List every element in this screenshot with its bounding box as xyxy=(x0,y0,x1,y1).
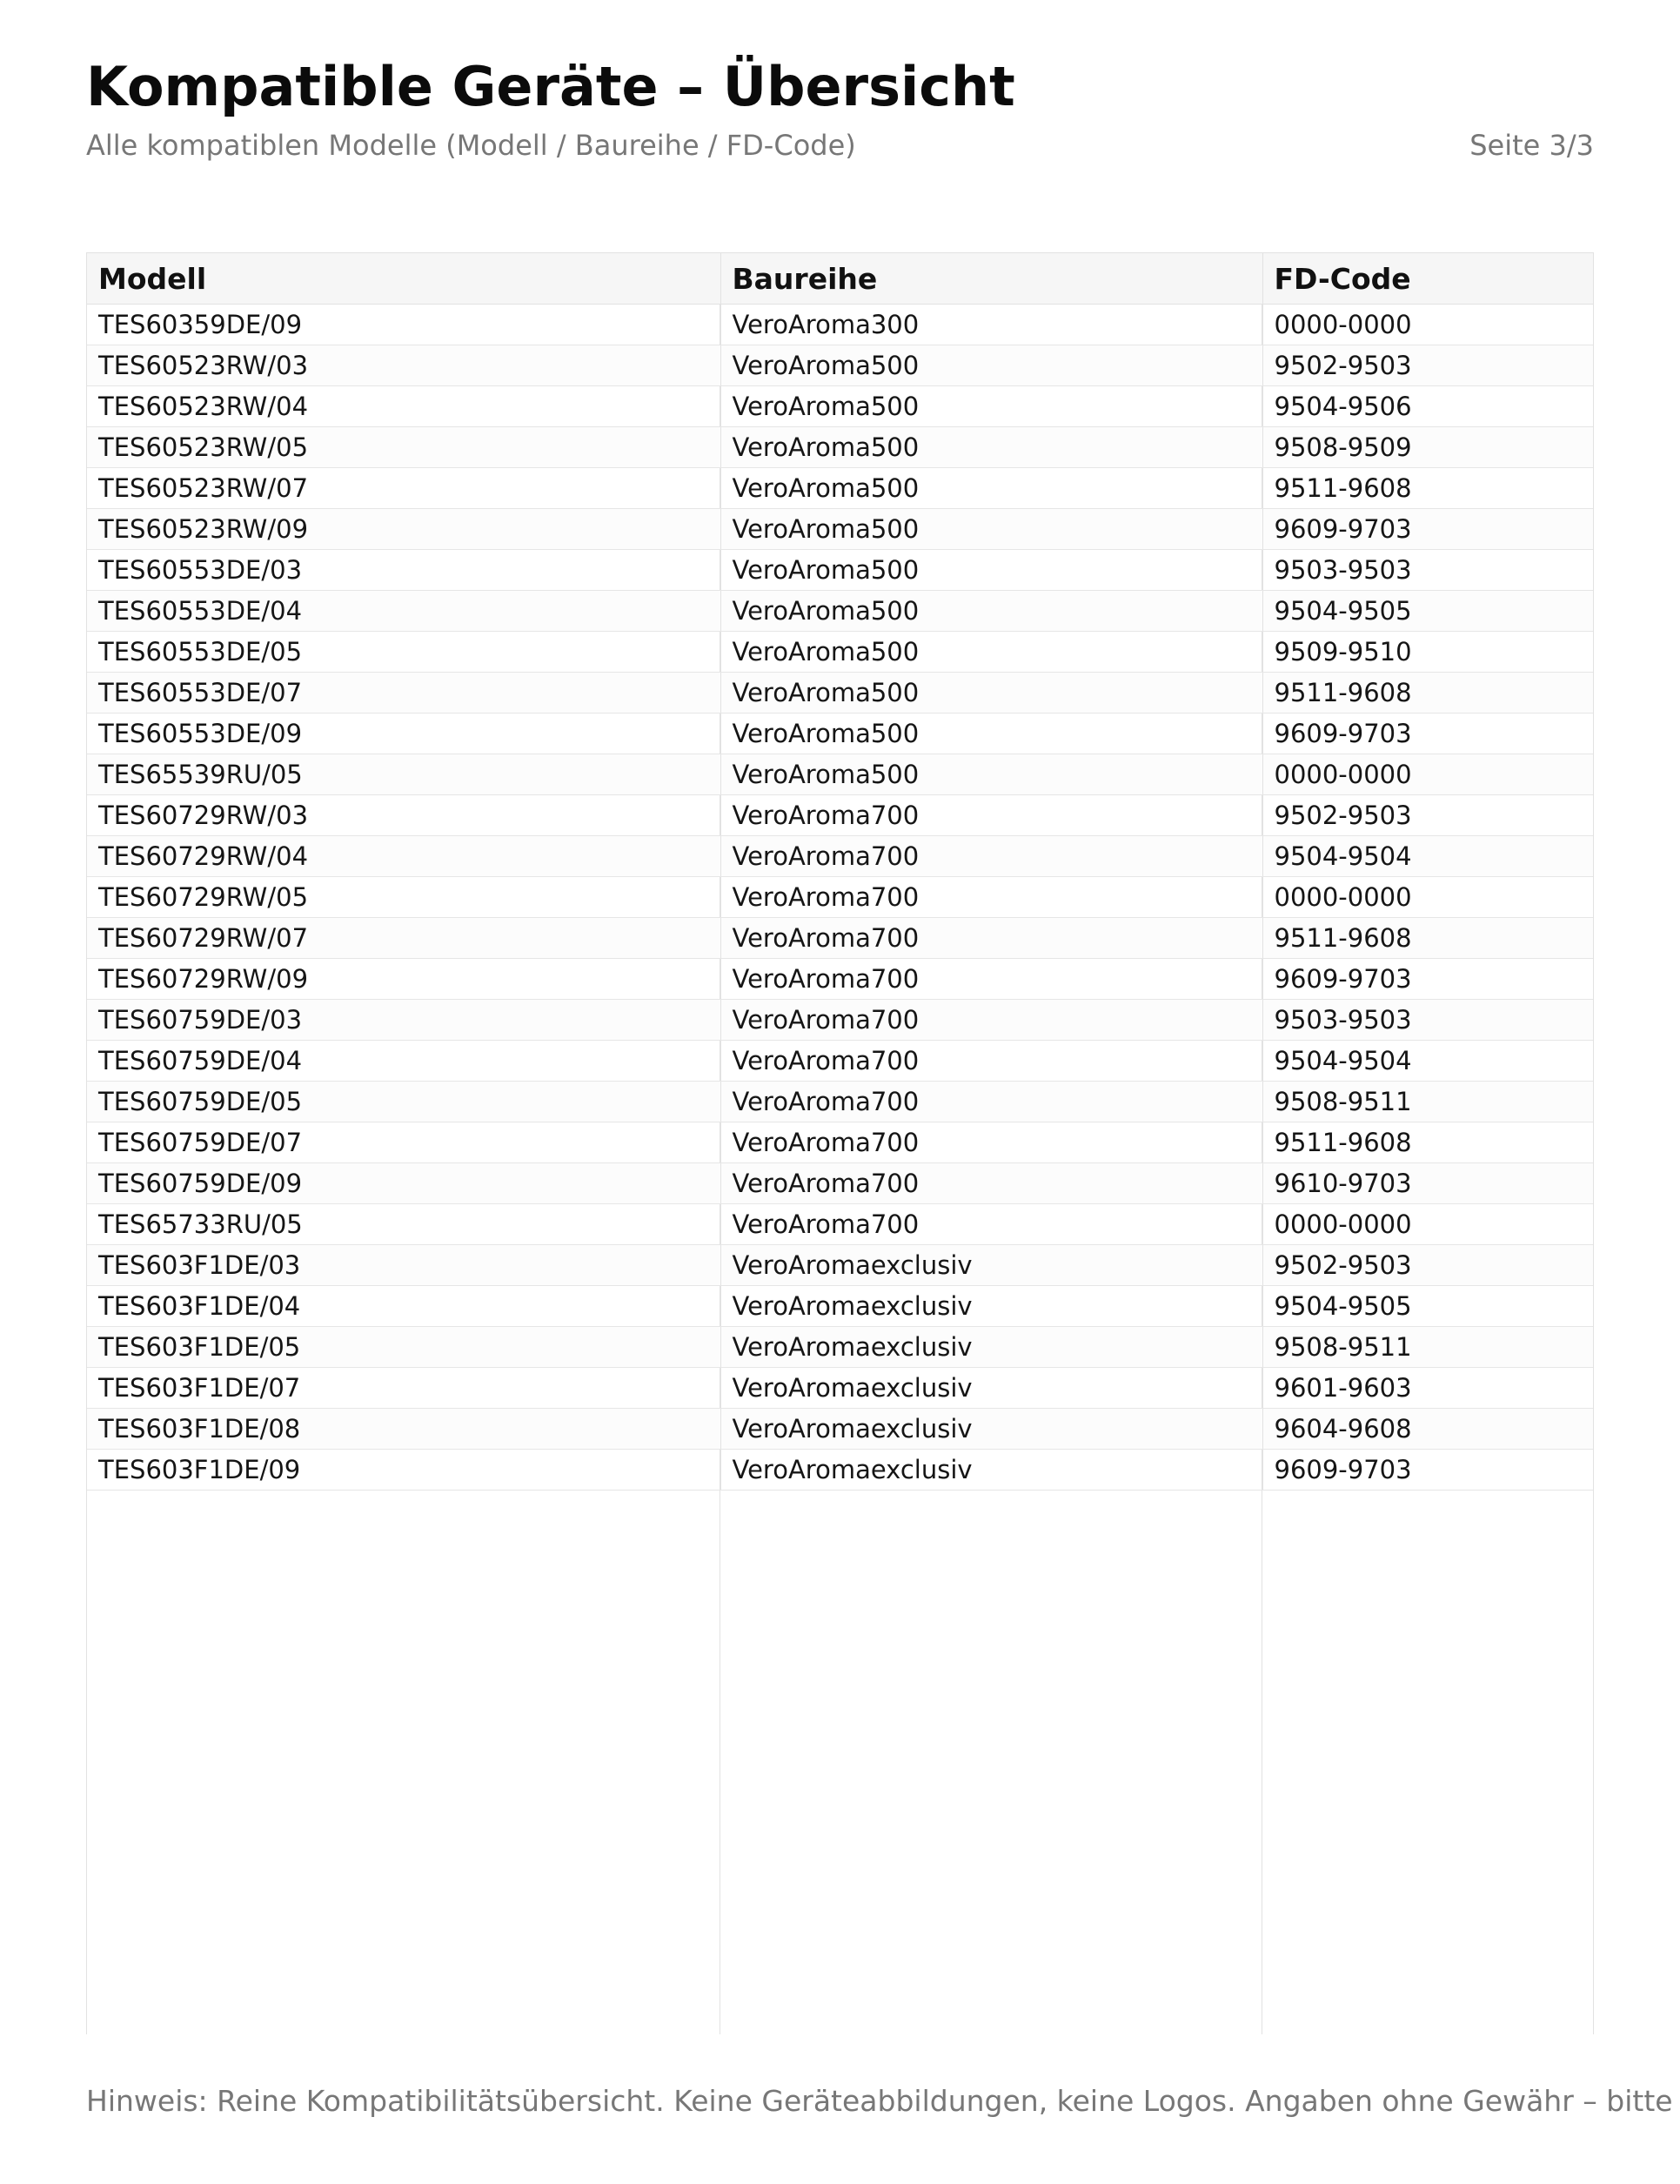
cell-baureihe: VeroAromaexclusiv xyxy=(720,1368,1262,1409)
footer-note: Hinweis: Reine Kompatibilitätsübersicht. Keine Geräteabbildungen, keine Logos. Angaben ohne Gewähr – bitte xyxy=(86,2084,1673,2118)
cell-baureihe: VeroAroma700 xyxy=(720,877,1262,918)
cell-fd-code: 0000-0000 xyxy=(1262,754,1593,795)
cell-modell: TES603F1DE/03 xyxy=(87,1245,720,1286)
cell-fd-code: 9502-9503 xyxy=(1262,795,1593,836)
cell-baureihe: VeroAroma500 xyxy=(720,509,1262,550)
cell-fd-code: 9604-9608 xyxy=(1262,1409,1593,1450)
cell-baureihe: VeroAroma700 xyxy=(720,959,1262,1000)
cell-fd-code: 9609-9703 xyxy=(1262,509,1593,550)
cell-fd-code: 9504-9506 xyxy=(1262,386,1593,427)
cell-modell: TES60759DE/09 xyxy=(87,1163,720,1204)
cell-fd-code: 9511-9608 xyxy=(1262,918,1593,959)
table-row xyxy=(87,305,1593,345)
table-row xyxy=(87,754,1593,795)
cell-baureihe: VeroAroma700 xyxy=(720,1204,1262,1245)
cell-modell: TES65539RU/05 xyxy=(87,754,720,795)
table-row xyxy=(87,1000,1593,1041)
table-row xyxy=(87,918,1593,959)
cell-baureihe: VeroAroma500 xyxy=(720,468,1262,509)
cell-fd-code: 9511-9608 xyxy=(1262,673,1593,713)
cell-modell: TES60729RW/05 xyxy=(87,877,720,918)
cell-fd-code: 9502-9503 xyxy=(1262,1245,1593,1286)
table-row xyxy=(87,1450,1593,1491)
cell-modell: TES60759DE/07 xyxy=(87,1122,720,1163)
table-row xyxy=(87,1082,1593,1122)
table-row xyxy=(87,1122,1593,1163)
table-row xyxy=(87,1327,1593,1368)
table-row xyxy=(87,632,1593,673)
cell-fd-code: 9609-9703 xyxy=(1262,713,1593,754)
cell-fd-code: 9609-9703 xyxy=(1262,1450,1593,1491)
cell-baureihe: VeroAroma700 xyxy=(720,1000,1262,1041)
compatibility-table xyxy=(87,252,1593,1491)
compatibility-table-container xyxy=(86,252,1594,2034)
cell-modell: TES60729RW/03 xyxy=(87,795,720,836)
cell-modell: TES60553DE/07 xyxy=(87,673,720,713)
table-row xyxy=(87,713,1593,754)
cell-baureihe: VeroAroma300 xyxy=(720,305,1262,345)
cell-modell: TES603F1DE/08 xyxy=(87,1409,720,1450)
column-header-baureihe: Baureihe xyxy=(720,253,1262,305)
page-title: Kompatible Geräte – Übersicht xyxy=(86,55,1015,118)
table-row xyxy=(87,1041,1593,1082)
cell-modell: TES60729RW/04 xyxy=(87,836,720,877)
cell-baureihe: VeroAroma700 xyxy=(720,918,1262,959)
cell-baureihe: VeroAroma500 xyxy=(720,754,1262,795)
table-row xyxy=(87,673,1593,713)
cell-baureihe: VeroAroma500 xyxy=(720,591,1262,632)
cell-modell: TES60523RW/05 xyxy=(87,427,720,468)
cell-fd-code: 9504-9505 xyxy=(1262,1286,1593,1327)
cell-fd-code: 9504-9504 xyxy=(1262,836,1593,877)
cell-fd-code: 9508-9509 xyxy=(1262,427,1593,468)
cell-fd-code: 9511-9608 xyxy=(1262,468,1593,509)
cell-modell: TES603F1DE/07 xyxy=(87,1368,720,1409)
cell-modell: TES60759DE/04 xyxy=(87,1041,720,1082)
cell-modell: TES60759DE/03 xyxy=(87,1000,720,1041)
cell-fd-code: 9503-9503 xyxy=(1262,550,1593,591)
cell-fd-code: 9509-9510 xyxy=(1262,632,1593,673)
cell-fd-code: 9601-9603 xyxy=(1262,1368,1593,1409)
cell-fd-code: 9610-9703 xyxy=(1262,1163,1593,1204)
cell-modell: TES60553DE/04 xyxy=(87,591,720,632)
table-header-row xyxy=(87,253,1593,305)
cell-baureihe: VeroAroma700 xyxy=(720,1163,1262,1204)
cell-baureihe: VeroAroma700 xyxy=(720,1041,1262,1082)
cell-fd-code: 9511-9608 xyxy=(1262,1122,1593,1163)
cell-modell: TES603F1DE/04 xyxy=(87,1286,720,1327)
cell-baureihe: VeroAroma700 xyxy=(720,1082,1262,1122)
cell-baureihe: VeroAromaexclusiv xyxy=(720,1286,1262,1327)
cell-fd-code: 9504-9504 xyxy=(1262,1041,1593,1082)
cell-baureihe: VeroAroma500 xyxy=(720,345,1262,386)
cell-fd-code: 9508-9511 xyxy=(1262,1082,1593,1122)
cell-baureihe: VeroAroma500 xyxy=(720,550,1262,591)
cell-modell: TES60523RW/07 xyxy=(87,468,720,509)
cell-baureihe: VeroAromaexclusiv xyxy=(720,1327,1262,1368)
table-row xyxy=(87,1245,1593,1286)
cell-modell: TES60523RW/09 xyxy=(87,509,720,550)
cell-modell: TES603F1DE/05 xyxy=(87,1327,720,1368)
cell-fd-code: 0000-0000 xyxy=(1262,305,1593,345)
cell-modell: TES603F1DE/09 xyxy=(87,1450,720,1491)
cell-baureihe: VeroAroma500 xyxy=(720,386,1262,427)
table-row xyxy=(87,877,1593,918)
cell-fd-code: 9504-9505 xyxy=(1262,591,1593,632)
cell-fd-code: 9503-9503 xyxy=(1262,1000,1593,1041)
cell-modell: TES60553DE/05 xyxy=(87,632,720,673)
table-row xyxy=(87,836,1593,877)
cell-modell: TES60759DE/05 xyxy=(87,1082,720,1122)
table-row xyxy=(87,591,1593,632)
cell-baureihe: VeroAroma700 xyxy=(720,836,1262,877)
cell-fd-code: 9508-9511 xyxy=(1262,1327,1593,1368)
cell-fd-code: 9502-9503 xyxy=(1262,345,1593,386)
cell-baureihe: VeroAromaexclusiv xyxy=(720,1450,1262,1491)
page-subtitle: Alle kompatiblen Modelle (Modell / Baureihe / FD-Code) xyxy=(86,129,856,162)
page-indicator: Seite 3/3 xyxy=(1469,129,1594,162)
cell-baureihe: VeroAroma500 xyxy=(720,673,1262,713)
table-row xyxy=(87,1286,1593,1327)
cell-modell: TES60523RW/03 xyxy=(87,345,720,386)
table-row xyxy=(87,386,1593,427)
cell-baureihe: VeroAroma500 xyxy=(720,427,1262,468)
table-row xyxy=(87,1409,1593,1450)
table-row xyxy=(87,468,1593,509)
cell-fd-code: 0000-0000 xyxy=(1262,1204,1593,1245)
table-row xyxy=(87,550,1593,591)
cell-baureihe: VeroAroma700 xyxy=(720,1122,1262,1163)
cell-baureihe: VeroAromaexclusiv xyxy=(720,1245,1262,1286)
table-row xyxy=(87,427,1593,468)
column-header-modell: Modell xyxy=(87,253,720,305)
table-row xyxy=(87,959,1593,1000)
column-header-fd-code: FD-Code xyxy=(1262,253,1593,305)
table-body xyxy=(87,305,1593,1491)
cell-modell: TES60359DE/09 xyxy=(87,305,720,345)
cell-baureihe: VeroAroma500 xyxy=(720,713,1262,754)
table-row xyxy=(87,509,1593,550)
cell-baureihe: VeroAromaexclusiv xyxy=(720,1409,1262,1450)
table-row xyxy=(87,345,1593,386)
cell-modell: TES65733RU/05 xyxy=(87,1204,720,1245)
cell-modell: TES60553DE/03 xyxy=(87,550,720,591)
cell-modell: TES60729RW/07 xyxy=(87,918,720,959)
table-row xyxy=(87,1204,1593,1245)
cell-modell: TES60553DE/09 xyxy=(87,713,720,754)
cell-modell: TES60729RW/09 xyxy=(87,959,720,1000)
cell-modell: TES60523RW/04 xyxy=(87,386,720,427)
cell-baureihe: VeroAroma500 xyxy=(720,632,1262,673)
table-row xyxy=(87,795,1593,836)
cell-baureihe: VeroAroma700 xyxy=(720,795,1262,836)
cell-fd-code: 9609-9703 xyxy=(1262,959,1593,1000)
cell-fd-code: 0000-0000 xyxy=(1262,877,1593,918)
table-row xyxy=(87,1368,1593,1409)
table-row xyxy=(87,1163,1593,1204)
